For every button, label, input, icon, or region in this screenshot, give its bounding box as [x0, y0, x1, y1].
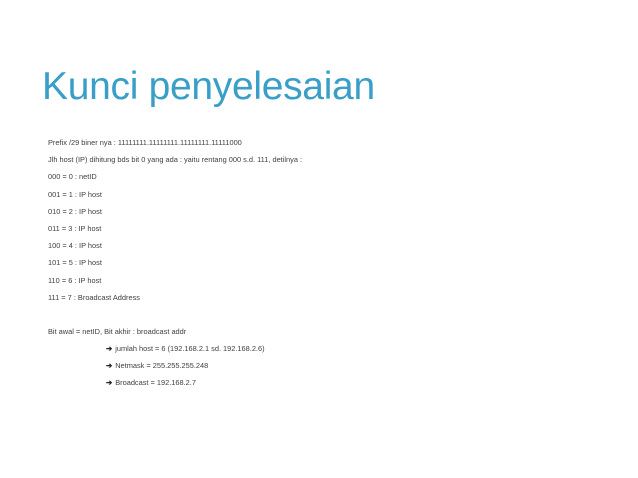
result-text: Broadcast = 192.168.2.7	[115, 378, 196, 388]
prefix-line: Prefix /29 biner nya : 11111111.11111111.11111111.11111000	[48, 138, 242, 147]
slide-body	[48, 137, 608, 395]
result-broadcast	[48, 377, 608, 394]
arrow-right-icon: ➔	[106, 378, 113, 388]
result-host-count	[48, 343, 608, 360]
bit-row-011: 011 = 3 : IP host	[48, 223, 102, 233]
bit-row-000: 000 = 0 : netID	[48, 172, 97, 182]
bit-row-100: 100 = 4 : IP host	[48, 241, 102, 251]
bit-row-111: 111 = 7 : Broadcast Address	[48, 292, 140, 302]
bit-row-001: 001 = 1 : IP host	[48, 189, 102, 199]
bit-row-010: 010 = 2 : IP host	[48, 206, 102, 216]
result-text: Netmask = 255.255.255.248	[115, 361, 209, 371]
host-count-line: Jlh host (IP) dihitung bds bit 0 yang ada : yaitu rentang 000 s.d. 111, detilnya :	[48, 155, 303, 165]
bit-row-110: 110 = 6 : IP host	[48, 275, 102, 285]
bit-row-101: 101 = 5 : IP host	[48, 258, 102, 268]
result-text: jumlah host = 6 (192.168.2.1 sd. 192.168.2.6)	[115, 344, 265, 354]
result-netmask	[48, 360, 608, 377]
summary-line: Bit awal = netID, Bit akhir : broadcast addr	[48, 326, 187, 336]
arrow-right-icon: ➔	[106, 344, 113, 354]
spacer	[48, 309, 608, 326]
slide-title: Kunci penyelesaian	[42, 65, 375, 108]
arrow-right-icon: ➔	[106, 361, 113, 371]
